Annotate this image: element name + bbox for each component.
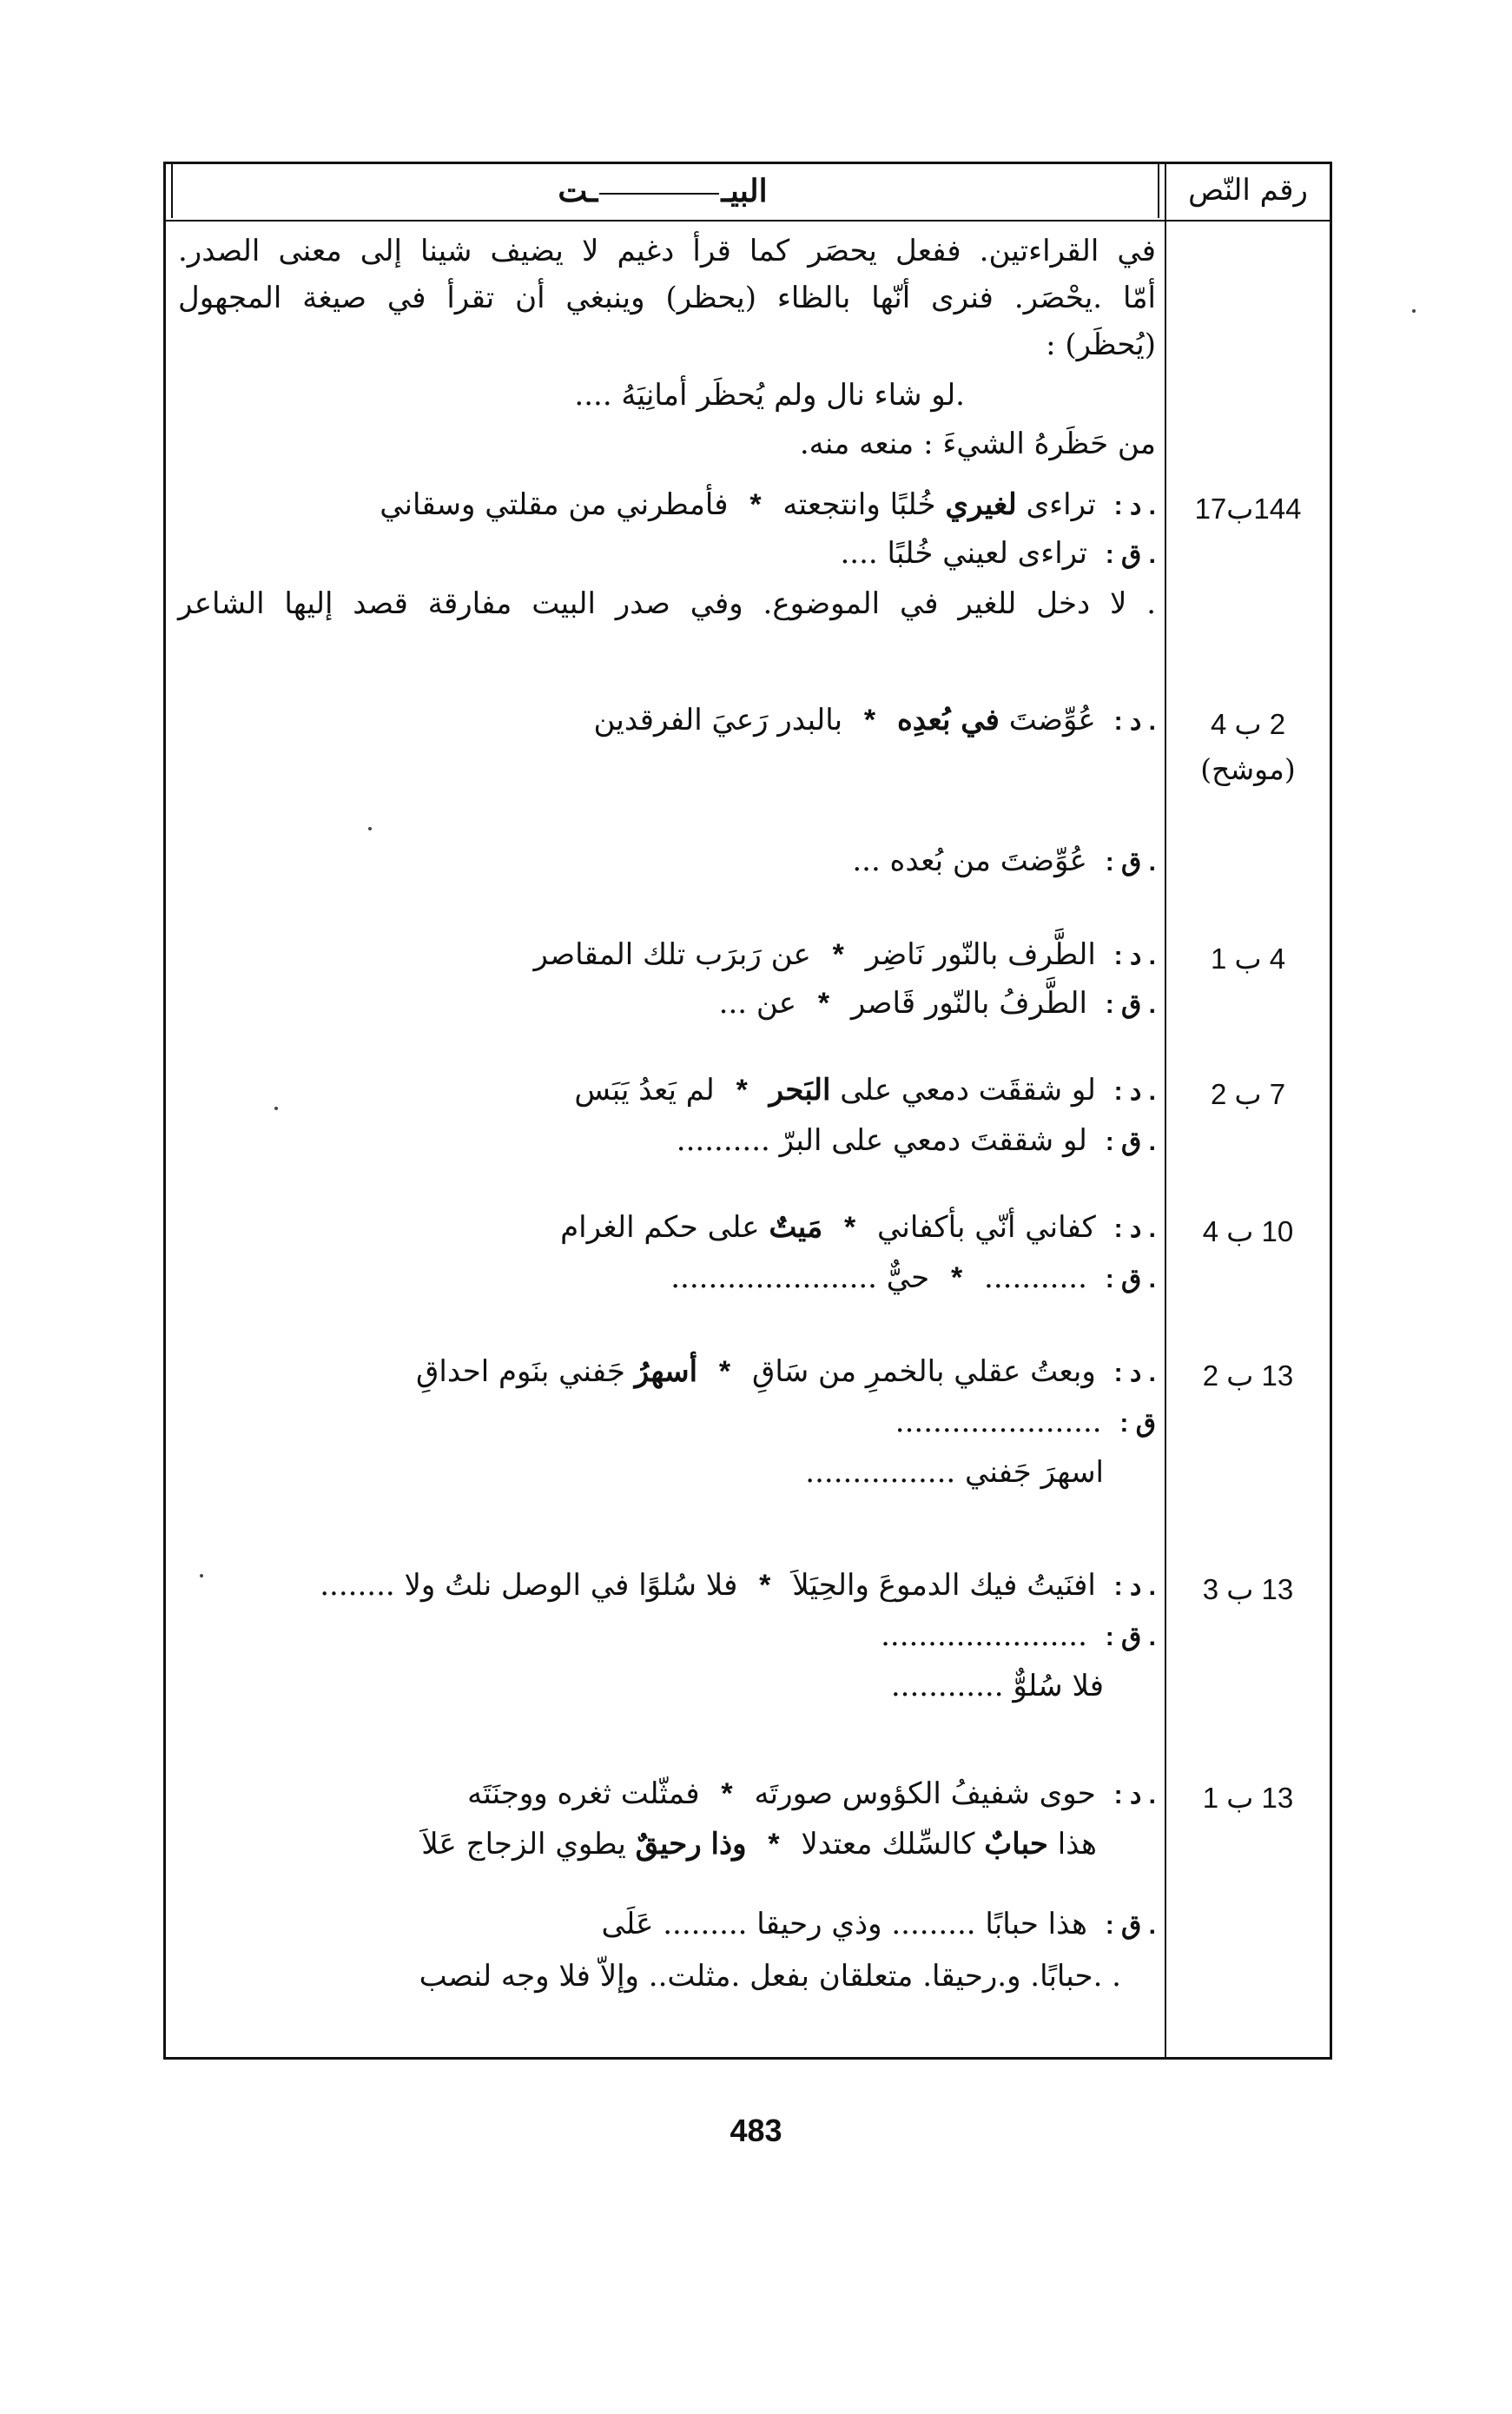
verse-text: عُوِّضتَ من بُعده ... xyxy=(852,843,1087,878)
verse-text: هذا xyxy=(1057,1827,1097,1862)
qiraa-continuation: اسهرَ جَفني ................ xyxy=(805,1455,1104,1490)
text-number: 10 ب 4 xyxy=(1202,1215,1294,1247)
label-q: . ق : xyxy=(1105,1265,1156,1293)
label-q: . ق : xyxy=(1105,540,1156,569)
label-d: . د : xyxy=(1113,1572,1156,1601)
qiraa-line xyxy=(677,1123,1156,1158)
verse-table xyxy=(163,162,1332,2060)
text-number: 144ب17 xyxy=(1194,493,1302,525)
row-body xyxy=(178,1776,1156,2028)
verse-bold-word: حبابٌ xyxy=(984,1827,1048,1862)
table-row xyxy=(166,1073,1330,1168)
hemistich-star: * xyxy=(844,1211,856,1244)
note-line: . .حبابًا. و.رحيقا. متعلقان بفعل .مثلت.. وإلاّ فلا وجه لنصب xyxy=(419,1959,1121,1994)
qiraa-line xyxy=(895,1405,1156,1439)
row-body xyxy=(178,1210,1156,1306)
verse-bold-word: وذا xyxy=(710,1827,747,1862)
verse-text: ...................... xyxy=(881,1618,1087,1653)
intro-line-3: (يُحظَر) : xyxy=(1046,327,1156,362)
diwan-line xyxy=(560,1210,1156,1245)
table-row xyxy=(166,937,1330,1033)
verse-text: جَفني بنَوم احداقِ xyxy=(416,1354,625,1389)
row-body xyxy=(178,703,1156,885)
header-verse-end: ـت xyxy=(558,173,598,209)
verse-bold-word: رحيقٌ xyxy=(635,1827,702,1862)
text-number: 7 ب 2 xyxy=(1210,1078,1286,1110)
table-row xyxy=(166,1776,1330,2028)
verse-text: عن رَبرَب تلك المقاصر xyxy=(533,937,811,972)
label-d: . د : xyxy=(1113,1214,1156,1243)
scan-speck xyxy=(274,1107,278,1110)
qiraa-line xyxy=(852,843,1156,878)
text-number-value: 2 ب 4 xyxy=(1210,708,1286,740)
diwan-line xyxy=(467,1776,1156,1811)
label-d: . د : xyxy=(1113,707,1156,736)
verse-text: عن ... xyxy=(718,986,797,1021)
intro-block xyxy=(166,234,1330,468)
verse-text: يطوي الزجاج عَلاَ xyxy=(421,1827,626,1862)
diwan-line xyxy=(416,1354,1156,1389)
row-body xyxy=(178,1073,1156,1168)
page-number: 483 xyxy=(730,2113,782,2148)
label-q: . ق : xyxy=(1105,1911,1156,1940)
verse-text: الطَّرفُ بالنّور قَاصر xyxy=(850,986,1087,1021)
verse-bold-word: أسهرُ xyxy=(634,1354,698,1389)
row-body xyxy=(178,487,1156,652)
header-verse-label xyxy=(166,173,1159,209)
qiraa-line xyxy=(670,1260,1156,1295)
qiraa-line xyxy=(840,536,1156,571)
hemistich-star: * xyxy=(832,938,844,971)
table-row xyxy=(166,1210,1330,1306)
table-row xyxy=(166,703,1330,885)
text-number-note: (موشح) xyxy=(1200,752,1296,786)
verse-text: حيٌّ ...................... xyxy=(670,1260,930,1295)
hemistich-star: * xyxy=(718,1355,731,1388)
row-body xyxy=(178,1354,1156,1511)
table-row xyxy=(166,1568,1330,1724)
verse-text: ........... xyxy=(984,1260,1087,1295)
hemistich-star: * xyxy=(736,1074,748,1107)
qiraa-continuation: فلا سُلوٌّ ............ xyxy=(890,1669,1104,1703)
verse-text: وبعتُ عقلي بالخمرِ من سَاقِ xyxy=(751,1354,1096,1389)
text-number xyxy=(1166,706,1330,788)
verse-text: بالبدر رَعيَ الفرقدين xyxy=(593,703,843,737)
verse-text: كالسِّلك معتدلا xyxy=(801,1827,975,1862)
verse-text: فلا سُلوًا في الوصل نلتُ ولا ........ xyxy=(320,1568,738,1603)
verse-text: لو شققتَ دمعي على البرّ .......... xyxy=(676,1123,1087,1158)
label-q: . ق : xyxy=(1105,1128,1156,1156)
hemistich-star: * xyxy=(759,1569,771,1602)
text-number: 4 ب 1 xyxy=(1210,942,1286,975)
hemistich-star: * xyxy=(817,987,830,1020)
diwan-line-2 xyxy=(421,1827,1097,1862)
label-d: . د : xyxy=(1113,942,1156,970)
diwan-line xyxy=(534,937,1157,972)
label-d: . د : xyxy=(1113,1781,1156,1809)
qiraa-line xyxy=(602,1907,1156,1941)
table-row xyxy=(166,487,1330,652)
label-d: . د : xyxy=(1113,1359,1156,1387)
label-q: . ق : xyxy=(1105,990,1156,1019)
scan-speck xyxy=(1412,309,1416,313)
row-body xyxy=(178,1568,1156,1724)
hemistich-star: * xyxy=(768,1828,780,1861)
label-q: . ق : xyxy=(1105,1623,1156,1651)
text-number: 13 ب 3 xyxy=(1202,1573,1294,1605)
hemistich-star: * xyxy=(749,488,762,521)
header-number-label: رقم النّص xyxy=(1188,173,1308,208)
intro-quote-line: .لو شاء نال ولم يُحظَر أمانِيَهُ .... xyxy=(574,378,965,413)
verse-text: هذا حبابًا ......... وذي رحيقا ......... عَلَى xyxy=(601,1907,1087,1941)
intro-line-1: في القراءتين. ففعل يحصَر كما قرأ دغيم لا يضيف شينا إلى معنى الصدر. xyxy=(178,234,1156,268)
diwan-line xyxy=(380,487,1156,522)
verse-text: خُلبًا وانتجعته xyxy=(782,487,936,522)
header-kashida xyxy=(599,193,719,195)
verse-text: افنَيتُ فيك الدموعَ والحِيَلاَ xyxy=(792,1568,1096,1603)
label-q: . ق : xyxy=(1105,848,1156,876)
label-d: . د : xyxy=(1113,492,1156,520)
intro-line-5: من حَظَرهُ الشيءَ : منعه منه. xyxy=(799,427,1156,461)
label-d: . د : xyxy=(1113,1077,1156,1106)
row-body xyxy=(178,937,1156,1033)
verse-bold-word: في بُعدِه xyxy=(896,703,1000,737)
hemistich-star: * xyxy=(863,704,876,737)
text-number: 13 ب 2 xyxy=(1202,1359,1294,1392)
verse-text: لم يَعدُ يَبَس xyxy=(574,1073,715,1108)
note-line: . لا دخل للغير في الموضوع. وفي صدر البيت مفارقة قصد إليها الشاعر xyxy=(178,586,1156,621)
diwan-line xyxy=(594,703,1157,737)
table-header xyxy=(166,164,1330,222)
diwan-line xyxy=(320,1568,1156,1603)
table-row xyxy=(166,1354,1330,1511)
scan-speck xyxy=(200,1574,203,1577)
diwan-line xyxy=(574,1073,1156,1108)
verse-text: الطَّرف بالنّور نَاضِر xyxy=(865,937,1096,972)
verse-text: حوى شفيفُ الكؤوس صورتَه xyxy=(754,1776,1096,1811)
qiraa-line xyxy=(881,1618,1156,1653)
verse-bold-word: البَحر xyxy=(769,1073,831,1108)
verse-text: تراءى لعيني خُلبًا .... xyxy=(840,536,1087,571)
verse-text: تراءى xyxy=(1026,487,1096,522)
verse-text: فمثّلت ثغره ووجنَتَه xyxy=(467,1776,700,1811)
label-q: ق : xyxy=(1119,1409,1156,1438)
verse-bold-word: مَيتٌ xyxy=(769,1210,823,1245)
scan-speck xyxy=(368,827,372,830)
intro-line-2: أمّا .يحْصَر. فنرى أنّها بالظاء (يحظر) وينبغي أن تقرأ في صيغة المجهول xyxy=(178,281,1156,315)
text-number: 13 ب 1 xyxy=(1202,1782,1294,1814)
verse-text: على حكم الغرام xyxy=(560,1210,760,1245)
verse-bold-word: لغيري xyxy=(945,487,1017,522)
header-verse-start: البيـ xyxy=(721,173,768,209)
hemistich-star: * xyxy=(721,1777,733,1810)
verse-text: لو شققَت دمعي على xyxy=(840,1073,1096,1108)
intro-body xyxy=(178,234,1156,468)
verse-text: فأمطرني من مقلتي وسقاني xyxy=(380,487,729,522)
qiraa-line xyxy=(719,986,1156,1021)
verse-text: عُوِّضتَ xyxy=(1008,703,1096,737)
hemistich-star: * xyxy=(950,1261,963,1294)
verse-text: ...................... xyxy=(895,1405,1102,1439)
verse-text: كفاني أنّي بأكفاني xyxy=(877,1210,1096,1245)
